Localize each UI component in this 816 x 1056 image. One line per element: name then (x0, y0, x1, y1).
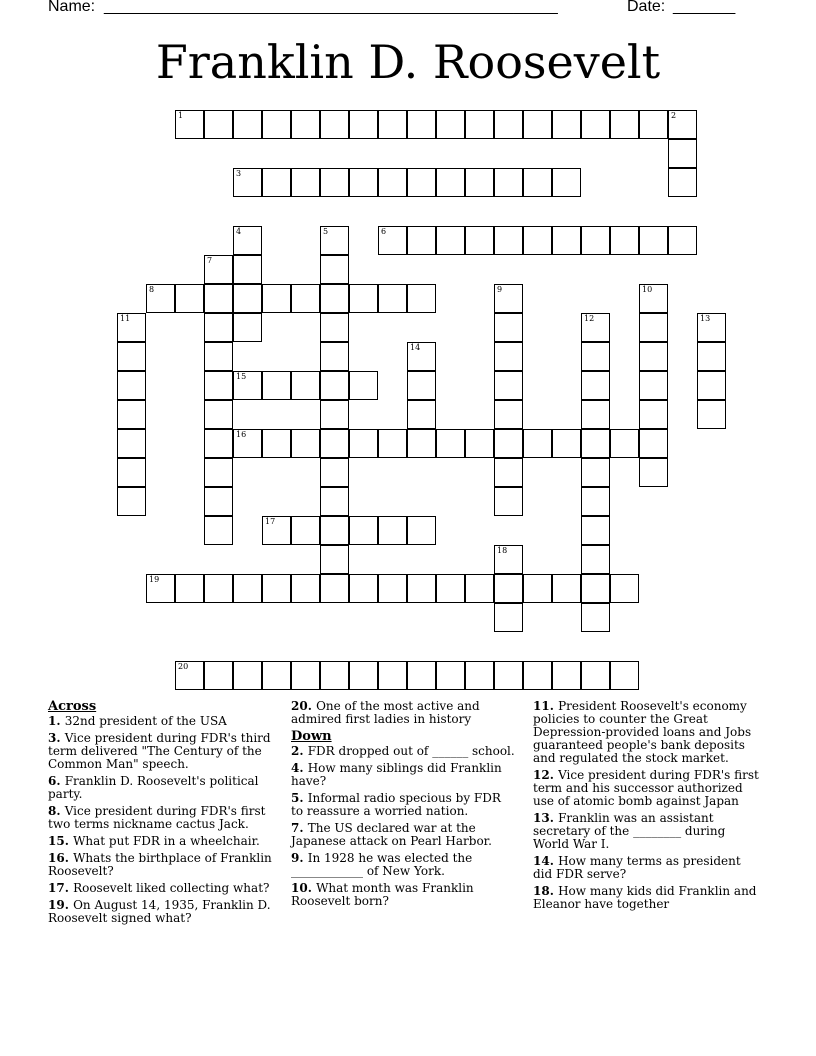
grid-cell[interactable] (610, 110, 639, 139)
grid-cell[interactable] (581, 371, 610, 400)
grid-cell[interactable] (233, 313, 262, 342)
grid-cell[interactable] (349, 371, 378, 400)
grid-cell[interactable] (204, 487, 233, 516)
clue-text: President Roosevelt's economy policies to counter the Great Depression-provided loans and Jobs guaranteed people's bank deposits and regulated the stock market. (533, 699, 752, 765)
grid-cell[interactable] (233, 110, 262, 139)
grid-cell[interactable] (320, 661, 349, 690)
grid-cell[interactable] (146, 574, 175, 603)
grid-cell[interactable] (291, 516, 320, 545)
grid-cell[interactable] (523, 661, 552, 690)
grid-cell[interactable] (262, 429, 291, 458)
clue-number: 10 (642, 285, 653, 294)
grid-cell[interactable] (349, 574, 378, 603)
clue-number: 14 (410, 343, 421, 352)
grid-cell[interactable] (494, 661, 523, 690)
grid-cell[interactable] (233, 661, 262, 690)
grid-cell[interactable] (668, 226, 697, 255)
grid-cell[interactable] (436, 574, 465, 603)
grid-cell[interactable] (668, 168, 697, 197)
grid-cell[interactable] (349, 284, 378, 313)
clue-number: 6 (381, 227, 387, 236)
grid-cell[interactable] (581, 342, 610, 371)
clue-number-label: 6. (48, 774, 65, 788)
grid-cell[interactable] (320, 400, 349, 429)
clue-text: What put FDR in a wheelchair. (73, 834, 260, 848)
grid-cell[interactable] (320, 371, 349, 400)
clue-number-label: 5. (291, 791, 308, 805)
grid-cell[interactable] (552, 110, 581, 139)
grid-cell[interactable] (610, 661, 639, 690)
clue-text: Vice president during FDR's first term and his successor authorized use of atomic bomb against Japan (533, 768, 759, 808)
grid-cell[interactable] (378, 574, 407, 603)
grid-cell[interactable] (610, 574, 639, 603)
grid-cell[interactable] (378, 516, 407, 545)
grid-cell[interactable] (465, 226, 494, 255)
grid-cell[interactable] (639, 458, 668, 487)
grid-cell[interactable] (233, 255, 262, 284)
grid-cell[interactable] (175, 110, 204, 139)
grid-cell[interactable] (581, 110, 610, 139)
grid-cell[interactable] (494, 284, 523, 313)
grid-cell[interactable] (407, 400, 436, 429)
grid-cell[interactable] (378, 284, 407, 313)
clue-text: What month was Franklin Roosevelt born? (291, 881, 474, 908)
grid-cell[interactable] (494, 603, 523, 632)
grid-cell[interactable] (610, 429, 639, 458)
grid-cell[interactable] (494, 110, 523, 139)
clue-number-label: 4. (291, 761, 308, 775)
clue-number-label: 1. (48, 714, 65, 728)
grid-cell[interactable] (436, 168, 465, 197)
grid-cell[interactable] (552, 574, 581, 603)
grid-cell[interactable] (291, 429, 320, 458)
clue-item (533, 700, 763, 765)
clue-item (533, 812, 763, 851)
clue-number: 4 (236, 227, 242, 236)
grid-cell[interactable] (349, 429, 378, 458)
grid-cell[interactable] (407, 661, 436, 690)
clue-text: Vice president during FDR's first two terms nickname cactus Jack. (48, 804, 266, 831)
clue-text: FDR dropped out of ______ school. (307, 744, 515, 758)
grid-cell[interactable] (204, 371, 233, 400)
grid-cell[interactable] (320, 168, 349, 197)
clues-column-3 (533, 700, 763, 915)
grid-cell[interactable] (262, 110, 291, 139)
clues-column-2 (291, 700, 516, 912)
grid-cell[interactable] (581, 313, 610, 342)
grid-cell[interactable] (552, 168, 581, 197)
grid-cell[interactable] (117, 458, 146, 487)
clue-item (48, 775, 278, 801)
grid-cell[interactable] (494, 313, 523, 342)
grid-cell[interactable] (378, 110, 407, 139)
grid-cell[interactable] (204, 429, 233, 458)
grid-cell[interactable] (378, 661, 407, 690)
grid-cell[interactable] (117, 429, 146, 458)
clue-number-label: 2. (291, 744, 308, 758)
clue-number: 8 (149, 285, 155, 294)
grid-cell[interactable] (465, 429, 494, 458)
clue-number-label: 20. (291, 699, 317, 713)
across-clue-list-continued (291, 700, 516, 726)
grid-cell[interactable] (523, 574, 552, 603)
grid-cell[interactable] (465, 110, 494, 139)
grid-cell[interactable] (639, 284, 668, 313)
grid-cell[interactable] (552, 429, 581, 458)
grid-cell[interactable] (320, 110, 349, 139)
grid-cell[interactable] (552, 661, 581, 690)
grid-cell[interactable] (436, 429, 465, 458)
grid-cell[interactable] (320, 545, 349, 574)
page-title: Franklin D. Roosevelt (155, 35, 661, 89)
grid-cell[interactable] (291, 574, 320, 603)
clue-number: 1 (178, 111, 184, 120)
grid-cell[interactable] (262, 661, 291, 690)
grid-cell[interactable] (233, 574, 262, 603)
clue-number-label: 3. (48, 731, 65, 745)
clue-number: 13 (700, 314, 711, 323)
grid-cell[interactable] (146, 284, 175, 313)
clue-item (291, 762, 516, 788)
across-clue-list (48, 715, 278, 925)
clue-number-label: 11. (533, 699, 559, 713)
clue-number: 19 (149, 575, 160, 584)
clue-number: 11 (120, 314, 131, 323)
grid-cell[interactable] (349, 661, 378, 690)
clue-item (291, 745, 516, 758)
grid-cell[interactable] (639, 400, 668, 429)
grid-cell[interactable] (407, 371, 436, 400)
clue-number: 12 (584, 314, 595, 323)
clue-number-label: 18. (533, 884, 559, 898)
grid-cell[interactable] (494, 458, 523, 487)
grid-cell[interactable] (233, 284, 262, 313)
grid-cell[interactable] (494, 371, 523, 400)
grid-cell[interactable] (639, 342, 668, 371)
clue-number-label: 14. (533, 854, 559, 868)
grid-cell[interactable] (204, 574, 233, 603)
grid-cell[interactable] (378, 429, 407, 458)
clue-number-label: 17. (48, 881, 74, 895)
grid-cell[interactable] (117, 487, 146, 516)
clue-text: How many kids did Franklin and Eleanor have together (533, 884, 757, 911)
grid-cell[interactable] (204, 313, 233, 342)
grid-cell[interactable] (204, 661, 233, 690)
grid-cell[interactable] (494, 226, 523, 255)
grid-cell[interactable] (233, 168, 262, 197)
clue-text: Franklin D. Roosevelt's political party. (48, 774, 259, 801)
grid-cell[interactable] (465, 168, 494, 197)
grid-cell[interactable] (494, 487, 523, 516)
grid-cell[interactable] (320, 458, 349, 487)
grid-cell[interactable] (291, 661, 320, 690)
grid-cell[interactable] (204, 342, 233, 371)
grid-cell[interactable] (233, 429, 262, 458)
clue-item (48, 715, 278, 728)
grid-cell[interactable] (465, 574, 494, 603)
grid-cell[interactable] (349, 516, 378, 545)
clue-item (48, 805, 278, 831)
down-heading: Down (291, 729, 332, 744)
grid-cell[interactable] (291, 110, 320, 139)
grid-cell[interactable] (291, 284, 320, 313)
grid-cell[interactable] (262, 516, 291, 545)
grid-cell[interactable] (175, 574, 204, 603)
clue-number: 15 (236, 372, 247, 381)
clue-number-label: 9. (291, 851, 308, 865)
name-label: Name: (48, 0, 100, 15)
grid-cell[interactable] (494, 342, 523, 371)
clue-text: The US declared war at the Japanese attack on Pearl Harbor. (291, 821, 492, 848)
clue-item (48, 852, 278, 878)
grid-cell[interactable] (494, 574, 523, 603)
grid-cell[interactable] (117, 313, 146, 342)
clue-text: Franklin was an assistant secretary of the ________ during World War I. (533, 811, 726, 851)
grid-cell[interactable] (320, 226, 349, 255)
grid-cell[interactable] (204, 255, 233, 284)
clue-text: On August 14, 1935, Franklin D. Roosevelt signed what? (48, 898, 271, 925)
grid-cell[interactable] (668, 110, 697, 139)
clues-column-1 (48, 700, 278, 929)
grid-cell[interactable] (494, 400, 523, 429)
grid-cell[interactable] (262, 284, 291, 313)
clue-text: How many terms as president did FDR serve? (533, 854, 741, 881)
grid-cell[interactable] (436, 661, 465, 690)
grid-cell[interactable] (494, 168, 523, 197)
date-line[interactable]: _______ (673, 0, 736, 15)
clue-text: How many siblings did Franklin have? (291, 761, 502, 788)
grid-cell[interactable] (204, 400, 233, 429)
grid-cell[interactable] (494, 429, 523, 458)
clue-item (48, 835, 278, 848)
grid-cell[interactable] (494, 545, 523, 574)
grid-cell[interactable] (697, 313, 726, 342)
down-clue-list-continued (533, 700, 763, 911)
clue-number-label: 19. (48, 898, 74, 912)
grid-cell[interactable] (320, 342, 349, 371)
grid-cell[interactable] (523, 226, 552, 255)
clue-text: Informal radio specious by FDR to reassure a worried nation. (291, 791, 501, 818)
grid-cell[interactable] (320, 284, 349, 313)
grid-cell[interactable] (523, 168, 552, 197)
clue-number: 3 (236, 169, 242, 178)
grid-cell[interactable] (407, 429, 436, 458)
grid-cell[interactable] (436, 226, 465, 255)
clue-number-label: 15. (48, 834, 74, 848)
grid-cell[interactable] (668, 139, 697, 168)
grid-cell[interactable] (610, 226, 639, 255)
clue-number-label: 7. (291, 821, 308, 835)
grid-cell[interactable] (639, 110, 668, 139)
grid-cell[interactable] (581, 458, 610, 487)
grid-cell[interactable] (262, 168, 291, 197)
grid-cell[interactable] (407, 110, 436, 139)
grid-cell[interactable] (407, 342, 436, 371)
grid-cell[interactable] (204, 110, 233, 139)
grid-cell[interactable] (639, 226, 668, 255)
grid-cell[interactable] (117, 400, 146, 429)
clue-number-label: 13. (533, 811, 559, 825)
grid-cell[interactable] (233, 371, 262, 400)
grid-cell[interactable] (581, 574, 610, 603)
clue-item (291, 792, 516, 818)
grid-cell[interactable] (262, 574, 291, 603)
clue-number: 18 (497, 546, 508, 555)
grid-cell[interactable] (639, 313, 668, 342)
grid-cell[interactable] (581, 487, 610, 516)
clue-number-label: 8. (48, 804, 65, 818)
grid-cell[interactable] (233, 226, 262, 255)
grid-cell[interactable] (697, 371, 726, 400)
clue-text: Vice president during FDR's third term delivered "The Century of the Common Man" speech. (48, 731, 271, 771)
clue-number-label: 12. (533, 768, 559, 782)
grid-cell[interactable] (407, 574, 436, 603)
header (0, 0, 816, 22)
clue-number: 2 (671, 111, 677, 120)
grid-cell[interactable] (349, 110, 378, 139)
clue-number: 16 (236, 430, 247, 439)
grid-cell[interactable] (407, 284, 436, 313)
grid-cell[interactable] (204, 284, 233, 313)
grid-cell[interactable] (204, 516, 233, 545)
clue-item (533, 885, 763, 911)
grid-cell[interactable] (320, 574, 349, 603)
grid-cell[interactable] (320, 429, 349, 458)
grid-cell[interactable] (407, 516, 436, 545)
grid-cell[interactable] (117, 342, 146, 371)
clue-number: 7 (207, 256, 213, 265)
across-heading: Across (48, 699, 97, 714)
grid-cell[interactable] (581, 400, 610, 429)
grid-cell[interactable] (378, 226, 407, 255)
grid-cell[interactable] (581, 545, 610, 574)
clue-item (48, 882, 278, 895)
grid-cell[interactable] (581, 516, 610, 545)
grid-cell[interactable] (523, 429, 552, 458)
clue-text: Whats the birthplace of Franklin Roosevelt? (48, 851, 272, 878)
clue-item (48, 732, 278, 771)
grid-cell[interactable] (175, 661, 204, 690)
grid-cell[interactable] (320, 516, 349, 545)
clue-text: Roosevelt liked collecting what? (73, 881, 270, 895)
clue-text: In 1928 he was elected the ____________ of New York. (291, 851, 473, 878)
date-label: Date: (627, 0, 670, 15)
clue-number: 5 (323, 227, 329, 236)
grid-cell[interactable] (639, 429, 668, 458)
grid-cell[interactable] (581, 603, 610, 632)
grid-cell[interactable] (291, 371, 320, 400)
grid-cell[interactable] (320, 487, 349, 516)
clue-number-label: 16. (48, 851, 74, 865)
grid-cell[interactable] (581, 661, 610, 690)
grid-cell[interactable] (320, 255, 349, 284)
grid-cell[interactable] (697, 400, 726, 429)
grid-cell[interactable] (349, 168, 378, 197)
grid-cell[interactable] (436, 110, 465, 139)
clue-item (48, 899, 278, 925)
grid-cell[interactable] (523, 110, 552, 139)
clue-item (291, 852, 516, 878)
grid-cell[interactable] (697, 342, 726, 371)
clue-number: 9 (497, 285, 503, 294)
grid-cell[interactable] (320, 313, 349, 342)
grid-cell[interactable] (204, 458, 233, 487)
grid-cell[interactable] (552, 226, 581, 255)
clue-item (291, 822, 516, 848)
grid-cell[interactable] (175, 284, 204, 313)
grid-cell[interactable] (262, 371, 291, 400)
clue-item (291, 700, 516, 726)
clue-item (291, 882, 516, 908)
grid-cell[interactable] (581, 429, 610, 458)
name-line[interactable]: ___________________________________________________ (104, 0, 558, 15)
down-clue-list (291, 745, 516, 908)
clue-number-label: 10. (291, 881, 317, 895)
grid-cell[interactable] (378, 168, 407, 197)
grid-cell[interactable] (581, 226, 610, 255)
grid-cell[interactable] (407, 168, 436, 197)
grid-cell[interactable] (639, 371, 668, 400)
grid-cell[interactable] (291, 168, 320, 197)
grid-cell[interactable] (117, 371, 146, 400)
clue-text: 32nd president of the USA (64, 714, 227, 728)
clue-number: 20 (178, 662, 189, 671)
grid-cell[interactable] (407, 226, 436, 255)
clue-item (533, 769, 763, 808)
clue-text: One of the most active and admired first ladies in history (291, 699, 480, 726)
clue-item (533, 855, 763, 881)
grid-cell[interactable] (465, 661, 494, 690)
clue-number: 17 (265, 517, 276, 526)
